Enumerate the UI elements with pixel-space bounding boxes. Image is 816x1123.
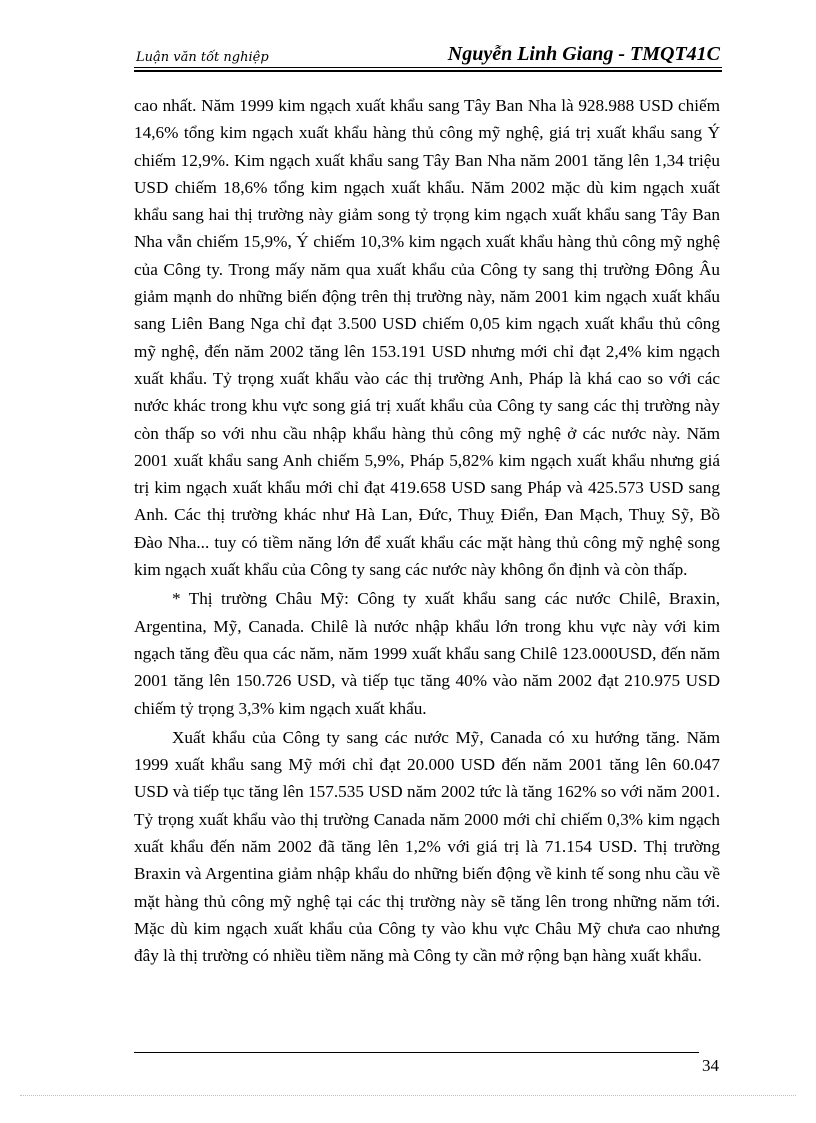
running-header-left: Luận văn tốt nghiệp [136,50,269,65]
paragraph: * Thị trường Châu Mỹ: Công ty xuất khẩu sang các nước Chilê, Braxin, Argentina, Mỹ, Canada. Chilê là nước nhập khẩu lớn trong khu vực này với kim ngạch tăng đều qua các năm, năm 1999 xuất khẩu sang Chilê 123.000USD, đến năm 2001 tăng lên 150.726 USD, và tiếp tục tăng 40% vào năm 2002 đạt 210.975 USD chiếm tỷ trọng 3,3% kim ngạch xuất khẩu. [134,589,720,718]
body-text [134,92,720,970]
paragraph: Xuất khẩu của Công ty sang các nước Mỹ, Canada có xu hướng tăng. Năm 1999 xuất khẩu sang Mỹ mới chỉ đạt 20.000 USD đến năm 2001 tăng lên 60.047 USD và tiếp tục tăng lên 157.535 USD năm 2002 tức là tăng 162% so với năm 2001. Tỷ trọng xuất khẩu vào thị trường Canada năm 2000 mới chỉ chiếm 0,3% kim ngạch xuất khẩu đến năm 2002 đã tăng lên 1,2% với giá trị là 71.154 USD. Thị trường Braxin và Argentina giảm nhập khẩu do những biến động về kinh tế song nhu cầu về mặt hàng thủ công mỹ nghệ tại các thị trường này sẽ tăng lên trong những năm tới. Mặc dù kim ngạch xuất khẩu của Công ty vào khu vực Châu Mỹ chưa cao nhưng đây là thị trường có nhiều tiềm năng mà Công ty cần mở rộng bạn hàng xuất khẩu. [134,727,720,966]
footer-rule [134,1052,699,1053]
page-bottom-border [20,1095,796,1096]
page-number: 34 [702,1056,719,1075]
header-rule [134,67,722,68]
header-rule-thick [134,70,722,72]
paragraph: cao nhất. Năm 1999 kim ngạch xuất khẩu sang Tây Ban Nha là 928.988 USD chiếm 14,6% tổng kim ngạch xuất khẩu hàng thủ công mỹ nghệ, giá trị xuất khẩu sang Ý chiếm 12,9%. Kim ngạch xuất khẩu sang Tây Ban Nha năm 2001 tăng lên 1,34 triệu USD chiếm 18,6% tổng kim ngạch xuất khẩu. Năm 2002 mặc dù kim ngạch xuất khẩu sang hai thị trường này giảm song tỷ trọng kim ngạch xuất khẩu sang Tây Ban Nha vẫn chiếm 15,9%, Ý chiếm 10,3% kim ngạch xuất khẩu hàng thủ công mỹ nghệ của Công ty. Trong mấy năm qua xuất khẩu của Công ty sang thị trường Đông Âu giảm mạnh do những biến động trên thị trường này, năm 2001 kim ngạch xuất khẩu sang Liên Bang Nga chỉ đạt 3.500 USD chiếm 0,05 kim ngạch xuất khẩu thủ công mỹ nghệ, đến năm 2002 tăng lên 153.191 USD nhưng mới chỉ đạt 2,4% kim ngạch xuất khẩu. Tỷ trọng xuất khẩu vào các thị trường Anh, Pháp là khá cao so với các nước khác trong khu vực song giá trị xuất khẩu của Công ty sang các thị trường này còn thấp so với nhu cầu nhập khẩu hàng thủ công mỹ nghệ ở các nước này. Năm 2001 xuất khẩu sang Anh chiếm 5,9%, Pháp 5,82% kim ngạch xuất khẩu nhưng giá trị kim ngạch xuất khẩu mới chỉ đạt 419.658 USD sang Pháp và 425.573 USD sang Anh. Các thị trường khác như Hà Lan, Đức, Thuỵ Điển, Đan Mạch, Thuỵ Sỹ, Bồ Đào Nha... tuy có tiềm năng lớn để xuất khẩu các mặt hàng thủ công mỹ nghệ song kim ngạch xuất khẩu của Công ty sang các nước này không ổn định và còn thấp. [134,96,720,580]
running-header-right: Nguyễn Linh Giang - TMQT41C [447,43,720,65]
